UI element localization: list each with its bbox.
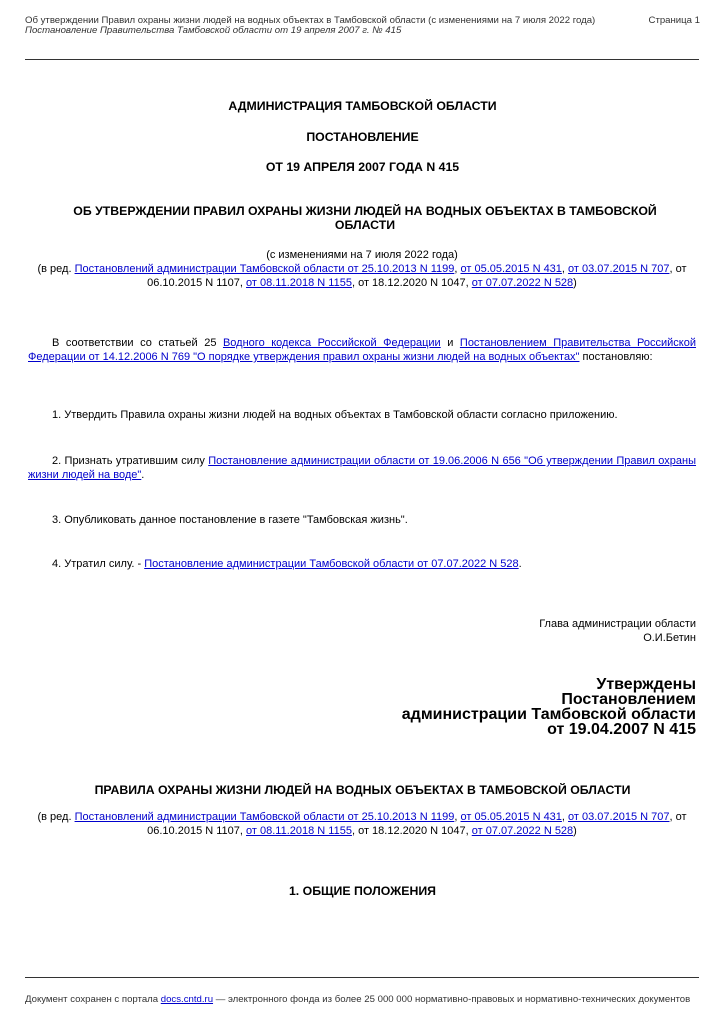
- revision-suffix: ): [573, 277, 577, 289]
- document-title: ОБ УТВЕРЖДЕНИИ ПРАВИЛ ОХРАНЫ ЖИЗНИ ЛЮДЕЙ НА ВОДНЫХ ОБЪЕКТАХ В ТАМБОВСКОЙ ОБЛАСТИ: [73, 204, 657, 232]
- approval-line-4: от 19.04.2007 N 415: [547, 721, 696, 738]
- signature-name: О.И.Бетин: [643, 632, 696, 644]
- footer-divider: [25, 977, 699, 978]
- revision-list: [28, 262, 696, 290]
- revision-separator: ,: [454, 811, 461, 823]
- preamble-text: и: [440, 337, 460, 349]
- revision-separator: ,: [454, 263, 461, 275]
- item-4: [28, 557, 696, 571]
- revision-link-2018-1155[interactable]: от 08.11.2018 N 1155: [246, 825, 352, 837]
- preamble-paragraph: [28, 336, 696, 364]
- signature-block: [539, 617, 696, 645]
- revision-link-2015-431[interactable]: от 05.05.2015 N 431: [460, 263, 562, 275]
- header-subtitle: Постановление Правительства Тамбовской области от 19 апреля 2007 г. № 415: [25, 25, 402, 36]
- approval-block: [402, 677, 696, 737]
- header-divider: [25, 59, 699, 60]
- revision-link-2015-707[interactable]: от 03.07.2015 N 707: [568, 263, 670, 275]
- page-number: Страница 1: [648, 15, 700, 26]
- revision-text: , от 18.12.2020 N 1047,: [351, 825, 472, 837]
- item-2-end: .: [141, 469, 145, 481]
- preamble-text: постановляю:: [579, 351, 653, 363]
- government-resolution-link[interactable]: Постановлением Правительства Российской Федерации от 14.12.2006 N 769 "О порядке утверждения правил охраны жизни людей на водных объектах": [28, 337, 697, 363]
- page-footer: [25, 994, 700, 1006]
- revision-text: , от 06.10.2015 N 1107,: [147, 811, 687, 837]
- revision-prefix: (в ред.: [37, 263, 75, 275]
- item-2-text: 2. Признать утратившим силу: [52, 455, 209, 467]
- signature-position: Глава администрации области: [539, 618, 696, 630]
- item-4-end: .: [518, 558, 522, 570]
- item-4-text: 4. Утратил силу. -: [52, 558, 145, 570]
- authority-heading: АДМИНИСТРАЦИЯ ТАМБОВСКОЙ ОБЛАСТИ: [228, 99, 497, 113]
- item-2: [28, 454, 696, 482]
- page-header: [25, 16, 700, 36]
- revision-link-2022-528[interactable]: от 07.07.2022 N 528: [471, 825, 574, 837]
- footer-text: Документ сохранен с портала: [25, 994, 161, 1005]
- preamble-text: В соответствии со статьей 25: [52, 337, 223, 349]
- item-1: 1. Утвердить Правила охраны жизни людей на водных объектах в Тамбовской области согласно приложению.: [52, 409, 618, 421]
- revision-link-2015-431[interactable]: от 05.05.2015 N 431: [460, 811, 562, 823]
- revision-link-2013-1199[interactable]: Постановлений администрации Тамбовской области от 25.10.2013 N 1199: [74, 811, 455, 823]
- changes-note: (с изменениями на 7 июля 2022 года): [266, 249, 458, 261]
- document-type-heading: ПОСТАНОВЛЕНИЕ: [306, 130, 419, 144]
- approval-line-2: Постановлением: [561, 691, 696, 708]
- revision-separator: ,: [561, 263, 569, 275]
- approval-line-3: администрации Тамбовской области: [401, 706, 696, 723]
- revision-text: , от 18.12.2020 N 1047,: [351, 277, 472, 289]
- revision-link-2018-1155[interactable]: от 08.11.2018 N 1155: [246, 277, 352, 289]
- rules-title: ПРАВИЛА ОХРАНЫ ЖИЗНИ ЛЮДЕЙ НА ВОДНЫХ ОБЪЕКТАХ В ТАМБОВСКОЙ ОБЛАСТИ: [94, 783, 631, 797]
- repeal-resolution-link[interactable]: Постановление администрации Тамбовской области от 07.07.2022 N 528: [144, 558, 519, 570]
- revision-prefix: (в ред.: [37, 811, 75, 823]
- revision-link-2013-1199[interactable]: Постановлений администрации Тамбовской области от 25.10.2013 N 1199: [74, 263, 455, 275]
- revision-link-2022-528[interactable]: от 07.07.2022 N 528: [471, 277, 574, 289]
- section-heading-general: 1. ОБЩИЕ ПОЛОЖЕНИЯ: [288, 884, 437, 898]
- revision-suffix: ): [573, 825, 577, 837]
- footer-text: — электронного фонда из более 25 000 000 нормативно-правовых и нормативно-технических документов: [213, 994, 691, 1005]
- portal-link[interactable]: docs.cntd.ru: [160, 994, 214, 1005]
- header-title: Об утверждении Правил охраны жизни людей на водных объектах в Тамбовской области (с изменениями на 7 июля 2022 года): [25, 15, 596, 26]
- revision-text: , от 06.10.2015 N 1107,: [147, 263, 687, 289]
- approval-line-1: Утверждены: [596, 676, 696, 693]
- item-3: 3. Опубликовать данное постановление в газете "Тамбовская жизнь".: [52, 514, 408, 526]
- revision-separator: ,: [561, 811, 569, 823]
- document-date-heading: ОТ 19 АПРЕЛЯ 2007 ГОДА N 415: [265, 160, 460, 174]
- rules-revision-list: [28, 810, 696, 838]
- revision-link-2015-707[interactable]: от 03.07.2015 N 707: [568, 811, 670, 823]
- repealed-resolution-link[interactable]: Постановление администрации области от 19.06.2006 N 656 "Об утверждении Правил охраны жизни людей на воде": [28, 455, 697, 481]
- water-code-link[interactable]: Водного кодекса Российской Федерации: [222, 337, 441, 349]
